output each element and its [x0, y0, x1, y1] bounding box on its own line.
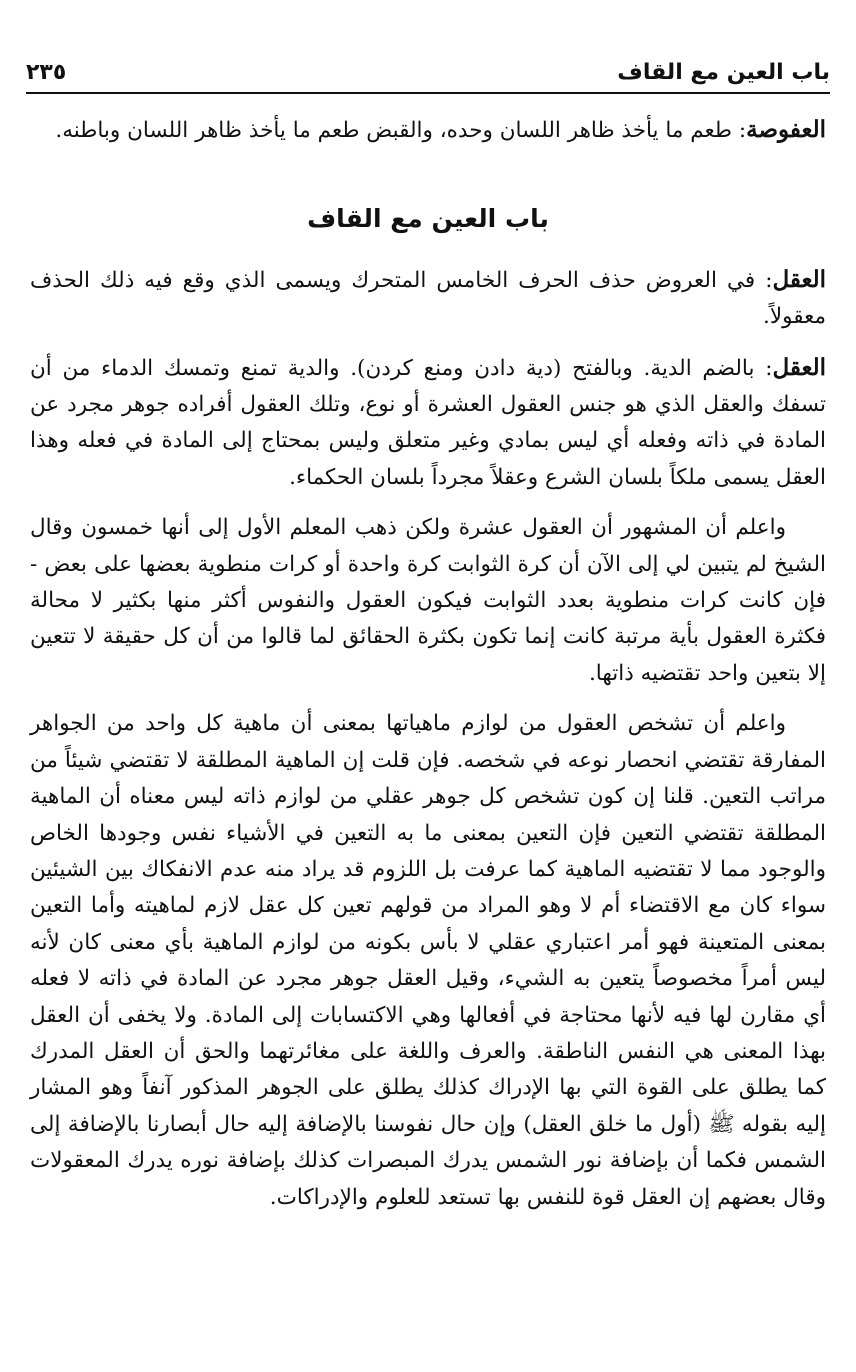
page-number: ٢٣٥: [26, 59, 67, 85]
dictionary-entry: [30, 112, 826, 149]
dictionary-entry: [30, 350, 826, 497]
section-heading: باب العين مع القاف: [307, 204, 549, 234]
entry-definition: : طعم ما يأخذ ظاهر اللسان وحده، والقبض طعم ما يأخذ ظاهر اللسان وباطنه.: [55, 118, 747, 143]
page-body: [30, 112, 826, 1230]
entry-term: العقل: [772, 353, 826, 381]
body-paragraph: واعلم أن المشهور أن العقول عشرة ولكن ذهب المعلم الأول إلى أنها خمسون وقال الشيخ لم يتبين لي إلى الآن أن كرة الثوابت كرة واحدة أو كرات منطوية بعضها على بعض - فإن كانت كرات منطوية بعدد الثوابت فيكون العقول والنفوس أكثر منها بكثير لا محالة فكثرة العقول بأية مرتبة كانت إنما تكون بكثرة الحقائق لما قالوا من أن كل حقيقة لا تتعين إلا بتعين واحد تقتضيه ذاتها.: [30, 515, 826, 686]
entry-definition: : في العروض حذف الحرف الخامس المتحرك ويسمى الذي وقع فيه ذلك الحذف معقولاً.: [30, 267, 826, 330]
entry-term: العقل: [772, 265, 826, 293]
entry-term: العفوصة: [746, 116, 826, 143]
entry-definition: : بالضم الدية. وبالفتح (دية دادن ومنع كردن). والدية تمنع وتمسك الدماء من أن تسفك والعقل الذي هو جنس العقول العشرة أو نوع، وتلك العقول أفراده جوهر مجرد عن المادة في ذاته وفعله أي ليس بمادي وغير متعلق وليس بمحتاج إلى المادة في فعله وهذا العقل يسمى ملكاً بلسان الشرع وعقلاً مجرداً بلسان الحكماء.: [30, 355, 826, 490]
dictionary-entry: [30, 262, 826, 336]
body-paragraph: واعلم أن تشخص العقول من لوازم ماهياتها بمعنى أن ماهية كل واحد من الجواهر المفارقة تقتضي انحصار نوعه في شخصه. فإن قلت إن الماهية المطلقة لا تقتضي شيئاً من مراتب التعين. قلنا إن كون تشخص كل جوهر عقلي من لوازم ذاته ليس معناه أن الماهية المطلقة تقتضي التعين فإن التعين بمعنى ما به التعين في الأشياء نفس وجودها الخاص والوجود مما لا تقتضيه الماهية كما عرفت بل اللزوم قد يراد منه عدم الانفكاك بين الشيئين سواء كان مع الاقتضاء أم لا وهو المراد من قولهم تعين كل عقل لازم لماهيته وأما التعين بمعنى المتعينة فهو أمر اعتباري عقلي لا بأس بكونه من لوازم الماهية بأي معنى كان لأنه ليس أمراً مخصوصاً يتعين به الشيء، وقيل العقل جوهر مجرد عن المادة في ذاته لا فعله أي مقارن لها فيه لأنها محتاجة في أفعالها وهي الاكتسابات إلى المادة. ولا يخفى أن العقل بهذا المعنى هي النفس الناطقة. والعرف واللغة على مغائرتهما والحق أن العقل المدرك كما يطلق على القوة التي بها الإدراك كذلك يطلق على الجوهر المذكور آنفاً وهو المشار إليه بقوله ﷺ (أول ما خلق العقل) وإن حال نفوسنا بالإضافة إليه حال أبصارنا بالإضافة إلى الشمس فكما أن بإضافة نور الشمس يدرك المبصرات كذلك بإضافة نوره يدرك المعقولات وقال بعضهم إن العقل قوة للنفس بها تستعد للعلوم والإدراكات.: [30, 711, 826, 1210]
running-title: باب العين مع القاف: [617, 59, 830, 85]
running-header: [26, 52, 830, 94]
